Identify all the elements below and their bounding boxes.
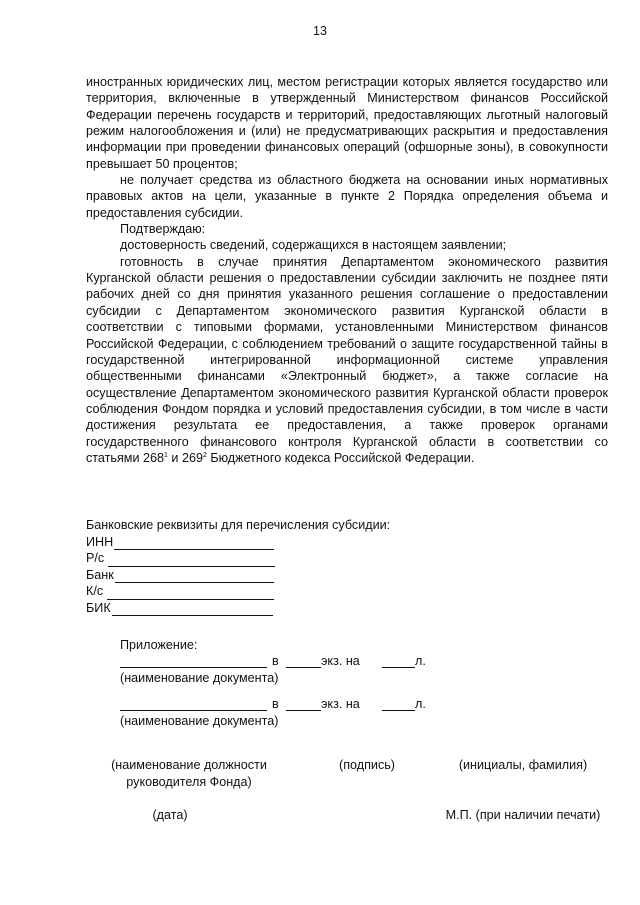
page-number: 13 [313, 24, 327, 38]
bank-details-title: Банковские реквизиты для перечисления субсидии: [86, 518, 391, 532]
bik-input-line[interactable] [112, 603, 273, 616]
corr-account-input-line[interactable] [107, 587, 274, 600]
appendix-pages-label: л. [415, 697, 426, 711]
bank-field-label: ИНН [86, 534, 114, 549]
bank-field-bank [86, 567, 486, 584]
bank-field-label: Р/с [86, 551, 105, 565]
doc-caption-2: (наименование документа) [120, 714, 279, 728]
appendix-copies-label: экз. на [321, 697, 360, 711]
copies-line-1[interactable] [286, 667, 321, 668]
bank-field-inn [86, 534, 486, 551]
bank-field-label: К/с [86, 584, 104, 598]
paragraph-confirm: Подтверждаю: [120, 222, 206, 237]
inn-input-line[interactable] [114, 537, 274, 550]
bank-input-line[interactable] [115, 570, 274, 583]
date-caption: (дата) [152, 808, 188, 822]
account-input-line[interactable] [108, 554, 275, 567]
copies-line-2[interactable] [286, 710, 321, 711]
appendix-in-label: в [272, 697, 279, 711]
footnote-mark-1: 1 [164, 451, 168, 459]
position-caption-line-1: (наименование должности [111, 758, 267, 772]
bank-field-bik [86, 600, 486, 617]
bank-field-label: БИК [86, 600, 111, 615]
doc-name-line-2[interactable] [120, 710, 267, 711]
doc-caption-1: (наименование документа) [120, 671, 279, 685]
pages-line-1[interactable] [382, 667, 415, 668]
bank-field-account [86, 550, 486, 567]
readiness-text-end: Бюджетного кодекса Российской Федерации. [206, 450, 475, 465]
paragraph-accuracy: достоверность сведений, содержащихся в настоящем заявлении; [120, 238, 507, 253]
appendix-copies-label: экз. на [321, 654, 360, 668]
bank-field-label: Банк [86, 567, 114, 582]
paragraph-readiness [86, 254, 608, 466]
signature-caption: (подпись) [339, 758, 395, 772]
bank-field-corr-account [86, 583, 486, 600]
paragraph-offshore: иностранных юридических лиц, местом регистрации которых является государство или территория, включенные в утвержденный Министерством финансов Российской Федерации перечень государств и территорий, предоставляющих льготный налоговый режим налогообложения и (или) не предусматривающих раскрытия и предоставления информации при проведении финансовых операций (офшорные зоны), в совокупности превышает 50 процентов; [86, 75, 608, 171]
bank-details [86, 517, 486, 616]
appendix-title: Приложение: [120, 638, 198, 652]
name-caption: (инициалы, фамилия) [458, 758, 588, 772]
appendix-row-1 [120, 654, 440, 670]
position-caption [96, 757, 282, 790]
stamp-caption: М.П. (при наличии печати) [445, 808, 601, 822]
pages-line-2[interactable] [382, 710, 415, 711]
appendix-pages-label: л. [415, 654, 426, 668]
body-text [86, 74, 608, 466]
appendix-row-2 [120, 697, 440, 713]
position-caption-line-2: руководителя Фонда) [126, 774, 252, 789]
doc-name-line-1[interactable] [120, 667, 267, 668]
readiness-text-mid: и 269 [167, 450, 203, 465]
footnote-mark-2: 2 [202, 451, 207, 459]
readiness-text: готовность в случае принятия Департаментом экономического развития Курганской области решения о предоставлении субсидии заключить не позднее пяти рабочих дней со дня принятия указанного решения соглашение о предоставлении субсидии с Департаментом экономического развития Курганской области в соответствии с типовыми формами, установленными Министерством финансов Российской Федерации, с соблюдением требований о защите государственной тайны в государственной интегрированной информационной системе управления общественными финансами «Электронный бюджет», а также согласие на осуществление Департаментом экономического развития Курганской области проверок соблюдения Фондом порядка и условий предоставления субсидии, в том числе в части достижения результата ее предоставления, а также проверок органами государственного финансового контроля Курганской области в соответствии со статьями 268 [86, 254, 608, 465]
appendix-in-label: в [272, 654, 279, 668]
paragraph-no-funds: не получает средства из областного бюджета на основании иных нормативных правовых актов на цели, указанные в пункте 2 Порядка определения объема и предоставления субсидии. [86, 173, 608, 220]
